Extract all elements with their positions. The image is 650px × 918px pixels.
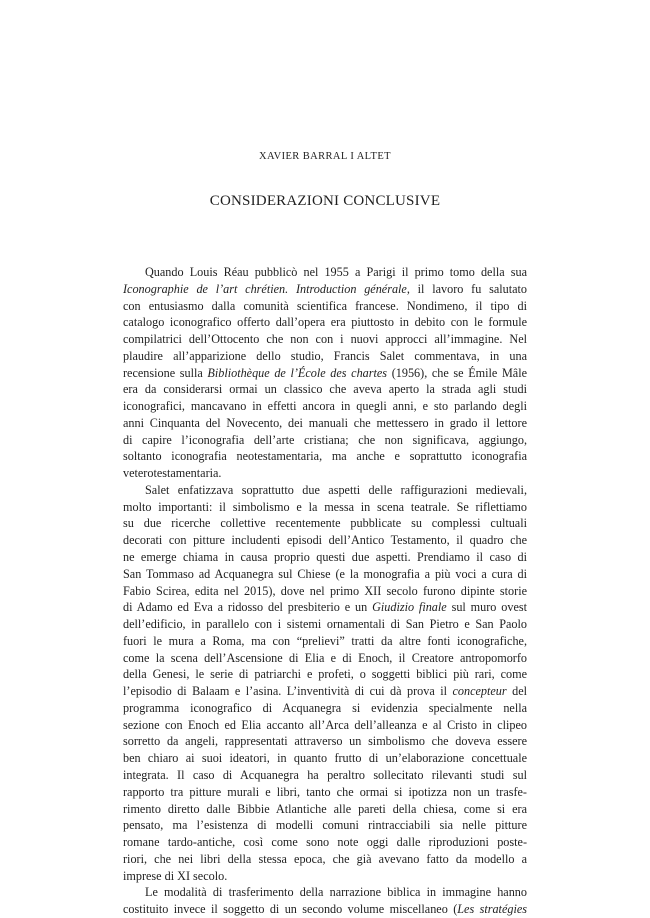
- text-line: [123, 784, 527, 801]
- text-line: [123, 298, 527, 315]
- text-run: costituito invece il soggetto di un secondo volume miscellaneo (: [123, 902, 458, 917]
- text-line: [123, 666, 527, 683]
- text-run: Le modalità di trasferimento della narrazione biblica in immagine hanno: [145, 885, 527, 900]
- text-run: anni Cinquanta del Novecento, dei manuali che mettessero in grado il lettore: [123, 415, 527, 430]
- text-line: [123, 650, 527, 667]
- text-run: Fabio Scirea, edita nel 2015), dove nel primo XII secolo furono dipinte storie: [123, 583, 527, 598]
- text-run: fuori le mura a Roma, ma con “prelievi” tratti da altre fonti iconografiche,: [123, 633, 527, 648]
- text-line: [123, 616, 527, 633]
- text-line: [123, 465, 527, 482]
- text-run: come la scena dell’Ascensione di Elia e di Enoch, il Creatore antropomorfo: [123, 650, 527, 665]
- text-line: [123, 365, 527, 382]
- text-run: su due ricerche collettive recentemente pubblicate su complessi cultuali: [123, 516, 527, 531]
- text-run: ben chiaro ai suoi ideatori, in quanto frutto di un’elaborazione concettuale: [123, 751, 527, 766]
- text-run: (1956), che se Émile Mâle: [387, 365, 528, 380]
- text-line: [123, 599, 527, 616]
- text-run: veterotestamentaria.: [123, 466, 222, 481]
- text-line: [123, 566, 527, 583]
- text-line: [123, 415, 527, 432]
- italic-title: concepteur: [452, 684, 507, 699]
- text-run: di capire l’iconografia dell’arte cristiana; che non significava, aggiungo,: [123, 432, 527, 447]
- text-run: pensato, ma l’esistenza di modelli comuni rintracciabili sia nelle pitture: [123, 818, 527, 833]
- text-run: rapporto tra pitture murali e libri, tanto che ormai si ipotizza non un trasfe-: [123, 784, 527, 799]
- italic-title: Bibliothèque de l’École des chartes: [207, 365, 388, 380]
- text-run: riori, che nei libri della stessa epoca, che già avevano fatto da modello a: [123, 851, 527, 866]
- italic-title: Les stratégies: [457, 902, 527, 917]
- text-run: recensione sulla: [123, 365, 208, 380]
- text-line: [123, 700, 527, 717]
- text-run: imprese di XI secolo.: [123, 868, 228, 883]
- text-line: [123, 264, 527, 281]
- text-line: [123, 448, 527, 465]
- text-line: [123, 717, 527, 734]
- text-run: della Genesi, le serie di patriarchi e profeti, o soggetti biblici più rari, come: [123, 667, 527, 682]
- text-run: sorretto da angeli, rappresentati attraverso un simbolismo che doveva essere: [123, 734, 527, 749]
- text-run: compilatrici dell’Ottocento che non con i nuovi approcci all’immagine. Nel: [123, 332, 527, 347]
- text-line: [123, 432, 527, 449]
- text-run: l’episodio di Balaam e l’asina. L’inventività di cui dà prova il: [123, 684, 453, 699]
- text-line: [123, 398, 527, 415]
- text-run: soltanto iconografia neotestamentaria, ma anche e soprattutto iconografia: [123, 449, 527, 464]
- text-run: programma iconografico di Acquanegra si evidenzia specialmente nella: [123, 700, 527, 715]
- text-run: plaudire all’apparizione dello studio, Francis Salet commentava, in una: [123, 348, 527, 363]
- text-line: [123, 767, 527, 784]
- text-line: [123, 331, 527, 348]
- text-run: molto importanti: il simbolismo e la messa in scena teatrale. Se riflettiamo: [123, 499, 527, 514]
- text-line: [123, 482, 527, 499]
- text-run: decorati con pitture includenti episodi dell’Antico Testamento, il quadro che: [123, 533, 527, 548]
- text-line: [123, 750, 527, 767]
- text-line: [123, 515, 527, 532]
- author-name: XAVIER BARRAL I ALTET: [259, 151, 391, 162]
- text-run: del: [506, 684, 528, 699]
- text-line: [123, 884, 527, 901]
- italic-title: Giudizio finale: [372, 600, 447, 615]
- text-run: catalogo iconografico offerto dall’opera era piuttosto in debito con le formule: [123, 315, 527, 330]
- text-run: , il lavoro fu salutato: [406, 281, 527, 296]
- text-line: [123, 817, 527, 834]
- text-line: [123, 733, 527, 750]
- text-run: iconografici, mancavano in effetti ancora in quegli anni, e sto parlando degli: [123, 399, 527, 414]
- text-run: integrata. Il caso di Acquanegra ha peraltro sollecitato rilevanti studi sul: [123, 767, 527, 782]
- text-line: [123, 851, 527, 868]
- text-run: di Adamo ed Eva a ridosso del presbiterio e un: [123, 600, 373, 615]
- text-line: [123, 834, 527, 851]
- text-run: Quando Louis Réau pubblicò nel 1955 a Parigi il primo tomo della sua: [145, 265, 527, 279]
- italic-title: Iconographie de l’art chrétien. Introduction générale: [123, 281, 407, 296]
- text-line: [123, 868, 527, 885]
- text-run: romane tardo-antiche, così come sono note oggi dalle riproduzioni poste-: [123, 835, 527, 850]
- text-run: San Tommaso ad Acquanegra sul Chiese (e la monografia a più voci a cura di: [123, 566, 527, 581]
- text-run: sul muro ovest: [446, 600, 527, 615]
- text-line: [123, 381, 527, 398]
- text-line: [123, 348, 527, 365]
- text-run: con entusiasmo dalla comunità scientifica francese. Nondimeno, il tipo di: [123, 298, 527, 313]
- text-line: [123, 583, 527, 600]
- text-line: [123, 281, 527, 298]
- text-line: [123, 633, 527, 650]
- text-line: [123, 683, 527, 700]
- body-text: [123, 264, 527, 918]
- text-line: [123, 499, 527, 516]
- text-line: [123, 549, 527, 566]
- text-run: era da considerarsi ormai un classico che aveva aperto la strada agli studi: [123, 382, 527, 397]
- text-run: Salet enfatizzava soprattutto due aspetti delle raffigurazioni medievali,: [145, 482, 527, 497]
- text-run: ne emerge chiama in causa proprio questi due aspetti. Prendiamo il caso di: [123, 550, 527, 565]
- chapter-title: CONSIDERAZIONI CONCLUSIVE: [209, 193, 441, 209]
- text-line: [123, 532, 527, 549]
- text-run: rimento diretto dalle Bibbie Atlantiche alle pareti della chiesa, come si era: [123, 801, 527, 816]
- text-run: sezione con Enoch ed Elia accanto all’Arca dell’alleanza e al Cristo in clipeo: [123, 717, 527, 732]
- text-line: [123, 901, 527, 918]
- text-run: dell’edificio, in parallelo con i sistemi ornamentali di San Pietro e San Paolo: [123, 617, 527, 632]
- text-line: [123, 801, 527, 818]
- text-line: [123, 314, 527, 331]
